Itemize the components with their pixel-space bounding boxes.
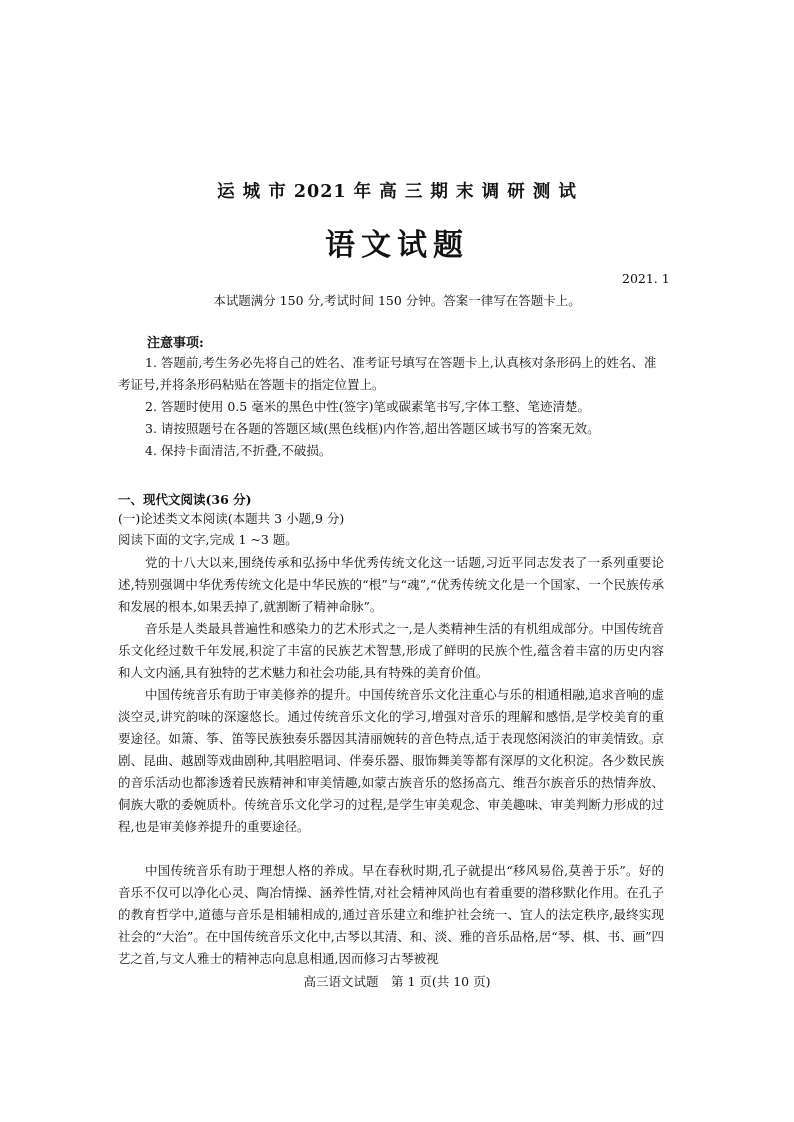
section-heading: 一、现代文阅读(36 分) bbox=[118, 492, 252, 507]
section-subheading: (一)论述类文本阅读(本题共 3 小题,9 分) bbox=[118, 511, 345, 526]
paragraph: 党的十八大以来,围绕传承和弘扬中华优秀传统文化这一话题,习近平同志发表了一系列重要论述,特别强调中华优秀传统文化是中华民族的“根”与“魂”,“优秀传统文化是一个国家、一个民族传承和发展的根本,如果丢掉了,就割断了精神命脉”。 bbox=[118, 555, 664, 614]
notice-item: 4. 保持卡面清洁,不折叠,不破损。 bbox=[145, 443, 332, 458]
page-footer: 高三语文试题 第 1 页(共 10 页) bbox=[303, 974, 491, 989]
reading-instruction: 阅读下面的文字,完成 1 ~3 题。 bbox=[118, 532, 298, 547]
notice-item: 2. 答题时使用 0.5 毫米的黑色中性(签字)笔或碳素笔书写,字体工整、笔迹清楚。 bbox=[145, 399, 590, 414]
notice-item: 1. 答题前,考生务必先将自己的姓名、准考证号填写在答题卡上,认真核对条形码上的姓名、准考证号,并将条形码粘贴在答题卡的指定位置上。 bbox=[118, 355, 657, 392]
paragraph: 中国传统音乐有助于审美修养的提升。中国传统音乐文化注重心与乐的相通相融,追求音响的虚淡空灵,讲究韵味的深邃悠长。通过传统音乐文化的学习,增强对音乐的理解和感悟,是学校美育的重要途径。如箫、筝、笛等民族独奏乐器因其清丽婉转的音色特点,适于表现悠闲淡泊的审美情致。京剧、昆曲、越剧等戏曲剧种,其唱腔唱词、伴奏乐器、服饰舞美等都有深厚的文化积淀。各少数民族的音乐活动也都渗透着民族精神和审美情趣,如蒙古族音乐的悠扬高亢、维吾尔族音乐的热情奔放、侗族大歌的委婉质朴。传统音乐文化学习的过程,是学生审美观念、审美趣味、审美判断力形成的过程,也是审美修养提升的重要途径。 bbox=[118, 687, 664, 834]
exam-intro: 本试题满分 150 分,考试时间 150 分钟。答案一律写在答题卡上。 bbox=[213, 293, 581, 308]
notice-item: 3. 请按照题号在各题的答题区域(黑色线框)内作答,超出答题区域书写的答案无效。 bbox=[145, 421, 600, 436]
exam-title: 运 城 市 2021 年 高 三 期 末 调 研 测 试 bbox=[217, 182, 577, 202]
notice-heading: 注意事项: bbox=[147, 336, 204, 351]
notice-list bbox=[118, 352, 664, 462]
subject-title: 语文试题 bbox=[325, 228, 469, 263]
exam-date: 2021. 1 bbox=[622, 271, 670, 286]
paragraph: 音乐是人类最具普遍性和感染力的艺术形式之一,是人类精神生活的有机组成部分。中国传统音乐文化经过数千年发展,积淀了丰富的民族艺术智慧,形成了鲜明的民族个性,蕴含着丰富的历史内容和人文内涵,具有独特的艺术魅力和社会功能,具有特殊的美育价值。 bbox=[118, 621, 664, 680]
paragraph: 中国传统音乐有助于理想人格的养成。早在春秋时期,孔子就提出“移风易俗,莫善于乐”。好的音乐不仅可以净化心灵、陶冶情操、涵养性情,对社会精神风尚也有着重要的潜移默化作用。在孔子的教育哲学中,道德与音乐是相辅相成的,通过音乐建立和维护社会统一、宜人的法定秩序,最终实现社会的“大治”。在中国传统音乐文化中,古琴以其清、和、淡、雅的音乐品格,居“琴、棋、书、画”四艺之首,与文人雅士的精神志向息息相通,因而修习古琴被视 bbox=[118, 863, 665, 966]
